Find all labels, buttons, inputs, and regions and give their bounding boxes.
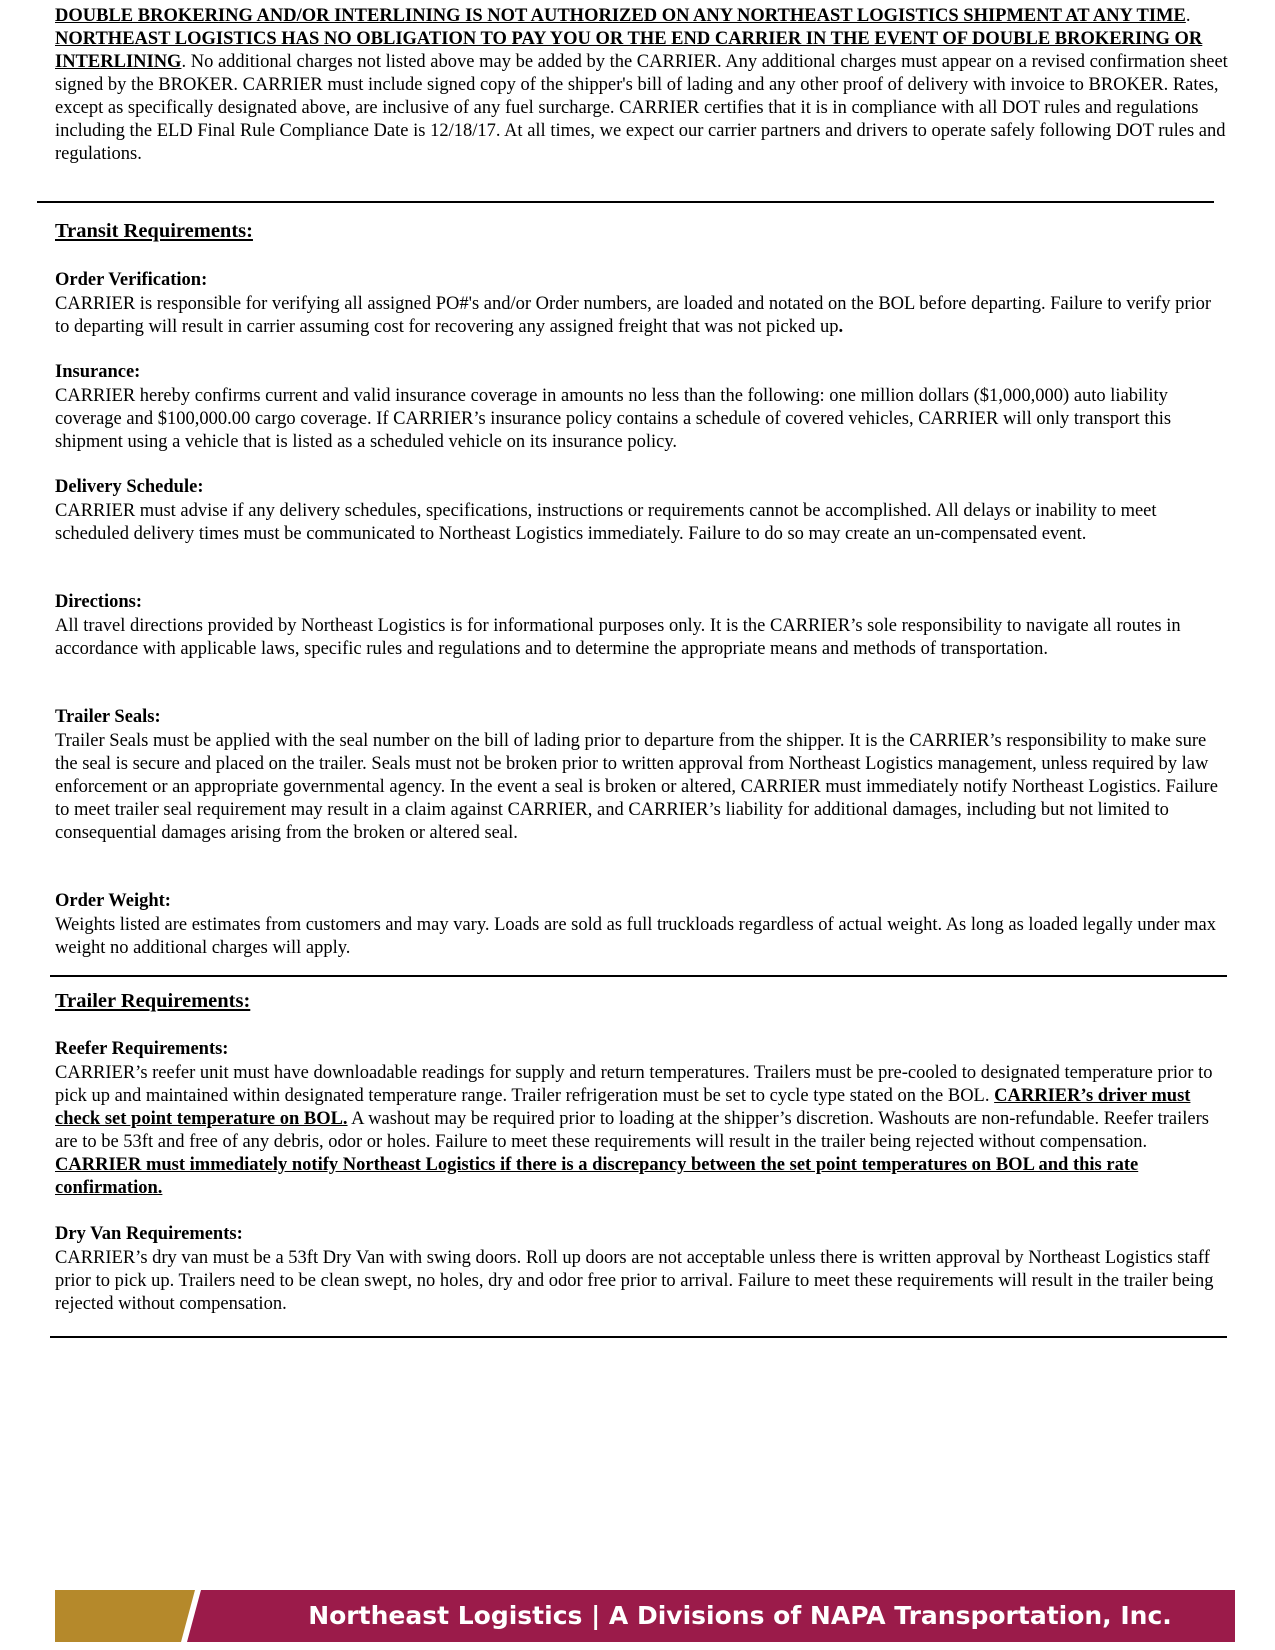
paragraph-reefer [55, 1062, 1230, 1200]
reefer-text-2: A washout may be required prior to loading at the shipper’s discretion. Washouts are non-refundable. Reefer trailers are to be 53ft and free of any debris, odor or holes. Failure to meet these requirements will result in the trailer being rejected without compensation. [55, 1109, 1209, 1152]
section-title-trailer: Trailer Requirements: [55, 990, 251, 1012]
reefer-text-1: CARRIER’s reefer unit must have downloadable readings for supply and return temperatures. Trailers must be pre-cooled to designated temperature prior to pick up and maintained within designated temperature range. Trailer refrigeration must be set to cycle type stated on the BOL. [55, 1063, 1213, 1106]
heading-order-verification: Order Verification: [55, 270, 208, 290]
paragraph-dry-van: CARRIER’s dry van must be a 53ft Dry Van with swing doors. Roll up doors are not acceptable unless there is written approval by Northeast Logistics staff prior to pick up. Trailers need to be clean swept, no holes, dry and odor free prior to arrival. Failure to meet these requirements will result in the trailer being rejected without compensation. [55, 1248, 1214, 1314]
heading-order-weight: Order Weight: [55, 891, 171, 911]
paragraph-trailer-seals: Trailer Seals must be applied with the seal number on the bill of lading prior to departure from the shipper. It is the CARRIER’s responsibility to make sure the seal is secure and placed on the trailer. Seals must not be broken prior to written approval from Northeast Logistics management, unless required by law enforcement or an appropriate governmental agency. In the event a seal is broken or altered, CARRIER must immediately notify Northeast Logistics. Failure to meet trailer seal requirement may result in a claim against CARRIER, and CARRIER’s liability for additional damages, including but not limited to consequential damages arising from the broken or altered seal. [55, 731, 1218, 843]
heading-dry-van: Dry Van Requirements: [55, 1224, 243, 1244]
intro-paragraph [55, 5, 1230, 166]
intro-body: . No additional charges not listed above may be added by the CARRIER. Any additional charges must appear on a revised confirmation sheet signed by the BROKER. CARRIER must include signed copy of the shipper's bill of lading and any other proof of delivery with invoice to BROKER. Rates, except as specifically designated above, are inclusive of any fuel surcharge. CARRIER certifies that it is in compliance with all DOT rules and regulations including the ELD Final Rule Compliance Date is 12/18/17. At all times, we expect our carrier partners and drivers to operate safely following DOT rules and regulations. [55, 52, 1228, 164]
heading-reefer: Reefer Requirements: [55, 1039, 229, 1059]
heading-trailer-seals: Trailer Seals: [55, 707, 161, 727]
heading-directions: Directions: [55, 592, 142, 612]
paragraph-order-verification [55, 293, 1230, 339]
reefer-emphasis-1: CARRIER’s driver must check set point temperature on BOL. [55, 1086, 1191, 1129]
no-obligation-warning: NORTHEAST LOGISTICS HAS NO OBLIGATION TO PAY YOU OR THE END CARRIER IN THE EVENT OF DOUBLE BROKERING OR INTERLINING [55, 29, 1203, 72]
reefer-emphasis-2: CARRIER must immediately notify Northeast Logistics if there is a discrepancy between the set point temperatures on BOL and this rate confirmation. [55, 1155, 1139, 1198]
footer-company-text: Northeast Logistics | A Divisions of NAPA Transportation, Inc. [308, 1601, 1172, 1630]
paragraph-order-weight: Weights listed are estimates from customers and may vary. Loads are sold as full truckloads regardless of actual weight. As long as loaded legally under max weight no additional charges will apply. [55, 915, 1216, 958]
double-brokering-warning: DOUBLE BROKERING AND/OR INTERLINING IS NOT AUTHORIZED ON ANY NORTHEAST LOGISTICS SHIPMENT AT ANY TIME [55, 6, 1186, 26]
paragraph-delivery-schedule: CARRIER must advise if any delivery schedules, specifications, instructions or requirements cannot be accomplished. All delays or inability to meet scheduled delivery times must be communicated to Northeast Logistics immediately. Failure to do so may create an un-compensated event. [55, 501, 1157, 544]
paragraph-insurance: CARRIER hereby confirms current and valid insurance coverage in amounts no less than the following: one million dollars ($1,000,000) auto liability coverage and $100,000.00 cargo coverage. If CARRIER’s insurance policy contains a schedule of covered vehicles, CARRIER will only transport this shipment using a vehicle that is listed as a scheduled vehicle on its insurance policy. [55, 386, 1172, 452]
footer-banner [55, 1590, 1235, 1642]
heading-delivery-schedule: Delivery Schedule: [55, 477, 204, 497]
divider [50, 975, 1227, 977]
divider [50, 1336, 1227, 1338]
divider [37, 201, 1214, 203]
paragraph-directions: All travel directions provided by Northeast Logistics is for informational purposes only. It is the CARRIER’s sole responsibility to navigate all routes in accordance with applicable laws, specific rules and regulations and to determine the appropriate means and methods of transportation. [55, 616, 1181, 659]
intro-period: . [1185, 6, 1191, 26]
order-verification-end: . [838, 317, 844, 337]
heading-insurance: Insurance: [55, 362, 141, 382]
footer-gold-band [55, 1590, 195, 1642]
order-verification-text: CARRIER is responsible for verifying all assigned PO#'s and/or Order numbers, are loaded and notated on the BOL before departing. Failure to verify prior to departing will result in carrier assuming cost for recovering any assigned freight that was not picked up [55, 294, 1212, 337]
section-title-transit: Transit Requirements: [55, 220, 253, 242]
